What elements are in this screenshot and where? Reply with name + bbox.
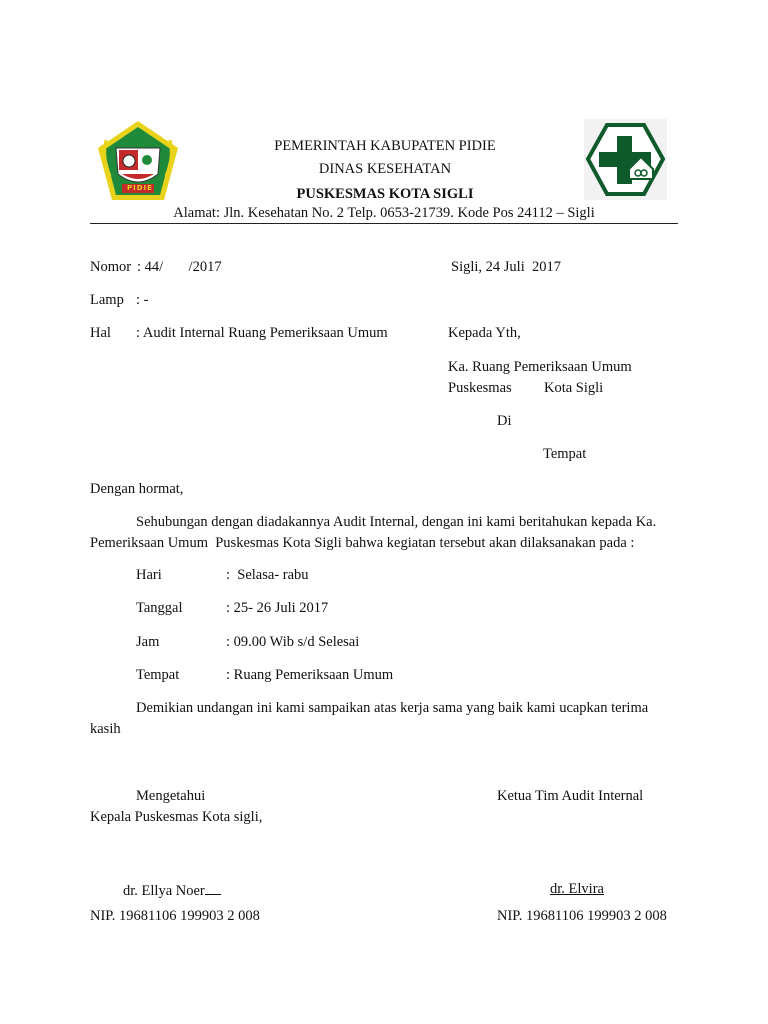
hal-label: Hal <box>90 325 111 341</box>
detail-label-jam: Jam <box>136 634 160 650</box>
nomor-value: : 44/ /2017 <box>137 259 222 275</box>
signature-left-name-text: dr. Ellya Noer <box>123 883 205 899</box>
signature-left-nip: NIP. 19681106 199903 2 008 <box>90 908 260 924</box>
header-puskesmas: PUSKESMAS KOTA SIGLI <box>296 186 474 202</box>
letter-date: Sigli, 24 Juli 2017 <box>451 259 561 275</box>
detail-label-tanggal: Tanggal <box>136 600 183 616</box>
lamp-label: Lamp <box>90 292 124 308</box>
signature-left-title-2: Kepala Puskesmas Kota sigli, <box>90 809 263 825</box>
recipient-di: Di <box>497 413 512 429</box>
recipient-tempat: Tempat <box>543 446 587 462</box>
puskesmas-logo <box>584 119 667 200</box>
recipient-line2a: Puskesmas <box>448 380 512 396</box>
signature-left-title-1: Mengetahui <box>136 788 206 804</box>
signature-right-title: Ketua Tim Audit Internal <box>497 788 644 804</box>
paragraph-1-line-1: Sehubungan dengan diadakannya Audit Internal, dengan ini kami beritahukan kepada Ka. <box>136 514 657 530</box>
detail-value-hari: : Selasa- rabu <box>226 567 309 583</box>
recipient-kepada: Kepada Yth, <box>448 325 521 341</box>
detail-value-tempat: : Ruang Pemeriksaan Umum <box>226 667 394 683</box>
closing-line-2: kasih <box>90 721 121 737</box>
detail-value-tanggal: : 25- 26 Juli 2017 <box>226 600 329 616</box>
closing-line-1: Demikian undangan ini kami sampaikan atas kerja sama yang baik kami ucapkan terima <box>136 700 649 716</box>
recipient-line1: Ka. Ruang Pemeriksaan Umum <box>448 359 632 375</box>
logo-text: PIDIE <box>127 184 153 192</box>
detail-label-tempat: Tempat <box>136 667 180 683</box>
recipient-line2b: Kota Sigli <box>544 380 604 396</box>
header-department: DINAS KESEHATAN <box>318 161 452 177</box>
signature-left-name <box>123 881 221 900</box>
header-address: Alamat: Jln. Kesehatan No. 2 Telp. 0653-21739. Kode Pos 24112 – Sigli <box>173 205 595 221</box>
hal-value: : Audit Internal Ruang Pemeriksaan Umum <box>136 325 388 341</box>
pidie-emblem-logo <box>96 118 180 204</box>
header-divider <box>90 223 678 224</box>
nomor-label: Nomor <box>90 259 132 275</box>
paragraph-1-line-2: Pemeriksaan Umum Puskesmas Kota Sigli bahwa kegiatan tersebut akan dilaksanakan pada : <box>90 535 635 551</box>
salutation: Dengan hormat, <box>90 481 184 497</box>
header-government: PEMERINTAH KABUPATEN PIDIE <box>274 138 496 154</box>
detail-label-hari: Hari <box>136 567 162 583</box>
lamp-value: : - <box>136 292 149 308</box>
signature-right-nip: NIP. 19681106 199903 2 008 <box>497 908 667 924</box>
signature-right-name: dr. Elvira <box>550 881 604 897</box>
detail-value-jam: : 09.00 Wib s/d Selesai <box>226 634 360 650</box>
